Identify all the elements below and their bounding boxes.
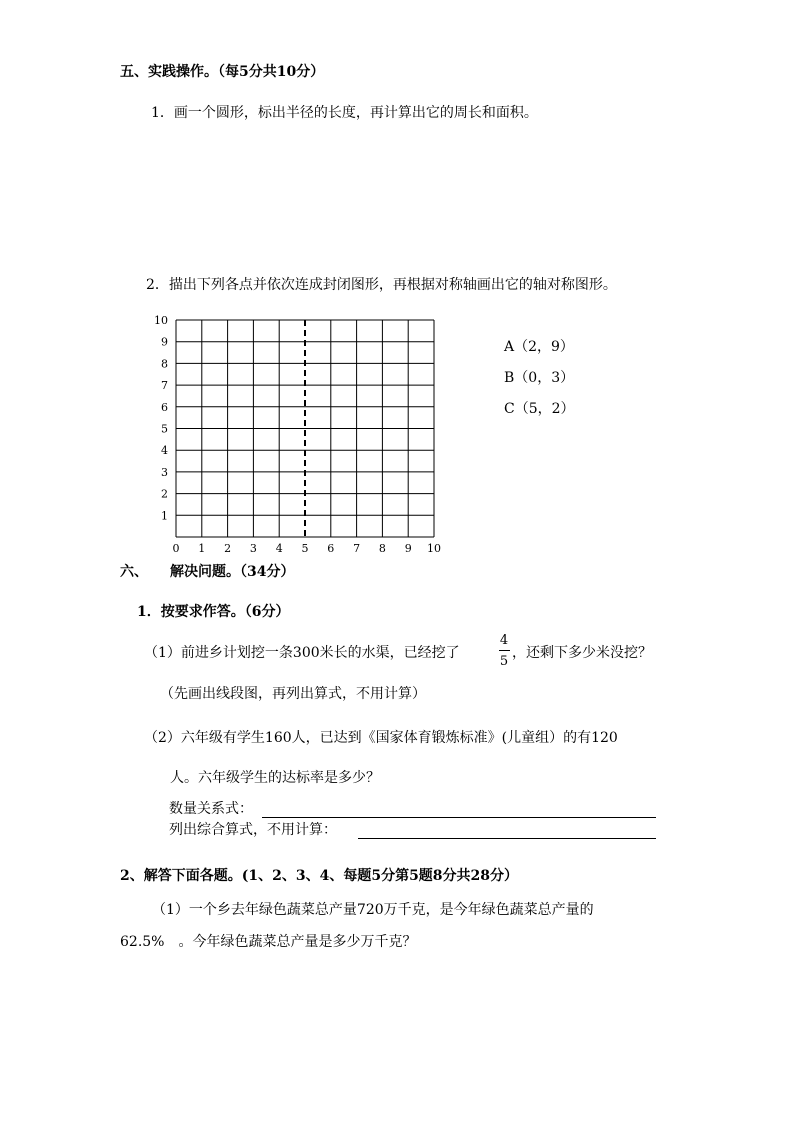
question-1-title: 1．按要求作答。（6分） — [137, 604, 290, 620]
x-tick-label: 4 — [275, 542, 283, 555]
x-tick-label: 6 — [327, 542, 335, 555]
section7-heading: 2、解答下面各题。(1、2、3、4、每题5分第5题8分共28分） — [120, 868, 519, 884]
y-tick-label: 10 — [154, 314, 168, 327]
x-tick-label: 9 — [404, 542, 412, 555]
point-b-label: B（0，3） — [504, 370, 575, 386]
x-tick-label: 1 — [198, 542, 206, 555]
x-tick-label: 0 — [172, 542, 180, 555]
y-tick-label: 4 — [161, 444, 168, 458]
section5-heading: 五、实践操作。（每5分共10分） — [120, 64, 325, 80]
y-tick-label: 1 — [161, 509, 168, 523]
fraction-numerator: 4 — [499, 633, 509, 648]
x-tick-label: 8 — [378, 542, 386, 555]
x-tick-label: 2 — [224, 542, 232, 555]
question-1-2-line1: （2）六年级有学生160人，已达到《国家体育锻炼标准》(儿童组）的有120 — [144, 730, 618, 746]
fraction-denominator: 5 — [499, 654, 509, 669]
relation-label: 数量关系式： — [169, 801, 253, 817]
y-tick-label: 2 — [161, 487, 168, 501]
fraction-bar — [499, 650, 510, 651]
question-1-1-note: （先画出线段图，再列出算式，不用计算） — [160, 686, 426, 702]
question-2-1-line1: （1）一个乡去年绿色蔬菜总产量720万千克，是今年绿色蔬菜总产量的 — [152, 902, 594, 918]
question-1-2-line2: 人。六年级学生的达标率是多少？ — [170, 770, 380, 786]
x-tick-label: 7 — [353, 542, 361, 555]
formula-label: 列出综合算式，不用计算： — [169, 822, 337, 838]
y-tick-label: 6 — [161, 400, 168, 414]
point-c-label: C（5，2） — [504, 401, 575, 417]
x-tick-label: 5 — [301, 542, 309, 555]
y-tick-label: 3 — [161, 465, 168, 479]
relation-answer-line[interactable] — [262, 817, 656, 818]
question-1-1-text-end: ，还剩下多少米没挖？ — [512, 645, 652, 661]
question-2-symmetry: 2．描出下列各点并依次连成封闭图形，再根据对称轴画出它的轴对称图形。 — [146, 277, 617, 293]
point-a-label: A（2，9） — [504, 339, 574, 355]
y-tick-label: 7 — [161, 379, 168, 393]
y-tick-label: 8 — [161, 357, 168, 371]
question-1-draw-circle: 1．画一个圆形，标出半径的长度，再计算出它的周长和面积。 — [151, 105, 538, 121]
section6-heading-number: 六、 — [120, 564, 148, 580]
y-tick-label: 5 — [161, 422, 168, 436]
question-2-1-line2: 62.5% 。今年绿色蔬菜总产量是多少万千克？ — [120, 934, 417, 950]
x-tick-label: 10 — [427, 542, 441, 555]
y-tick-label: 9 — [161, 335, 168, 349]
section6-heading: 解决问题。（34分） — [170, 564, 295, 580]
question-1-1-text: （1）前进乡计划挖一条300米长的水渠，已经挖了 — [144, 645, 460, 661]
x-tick-label: 3 — [249, 542, 257, 555]
formula-answer-line[interactable] — [358, 838, 656, 839]
